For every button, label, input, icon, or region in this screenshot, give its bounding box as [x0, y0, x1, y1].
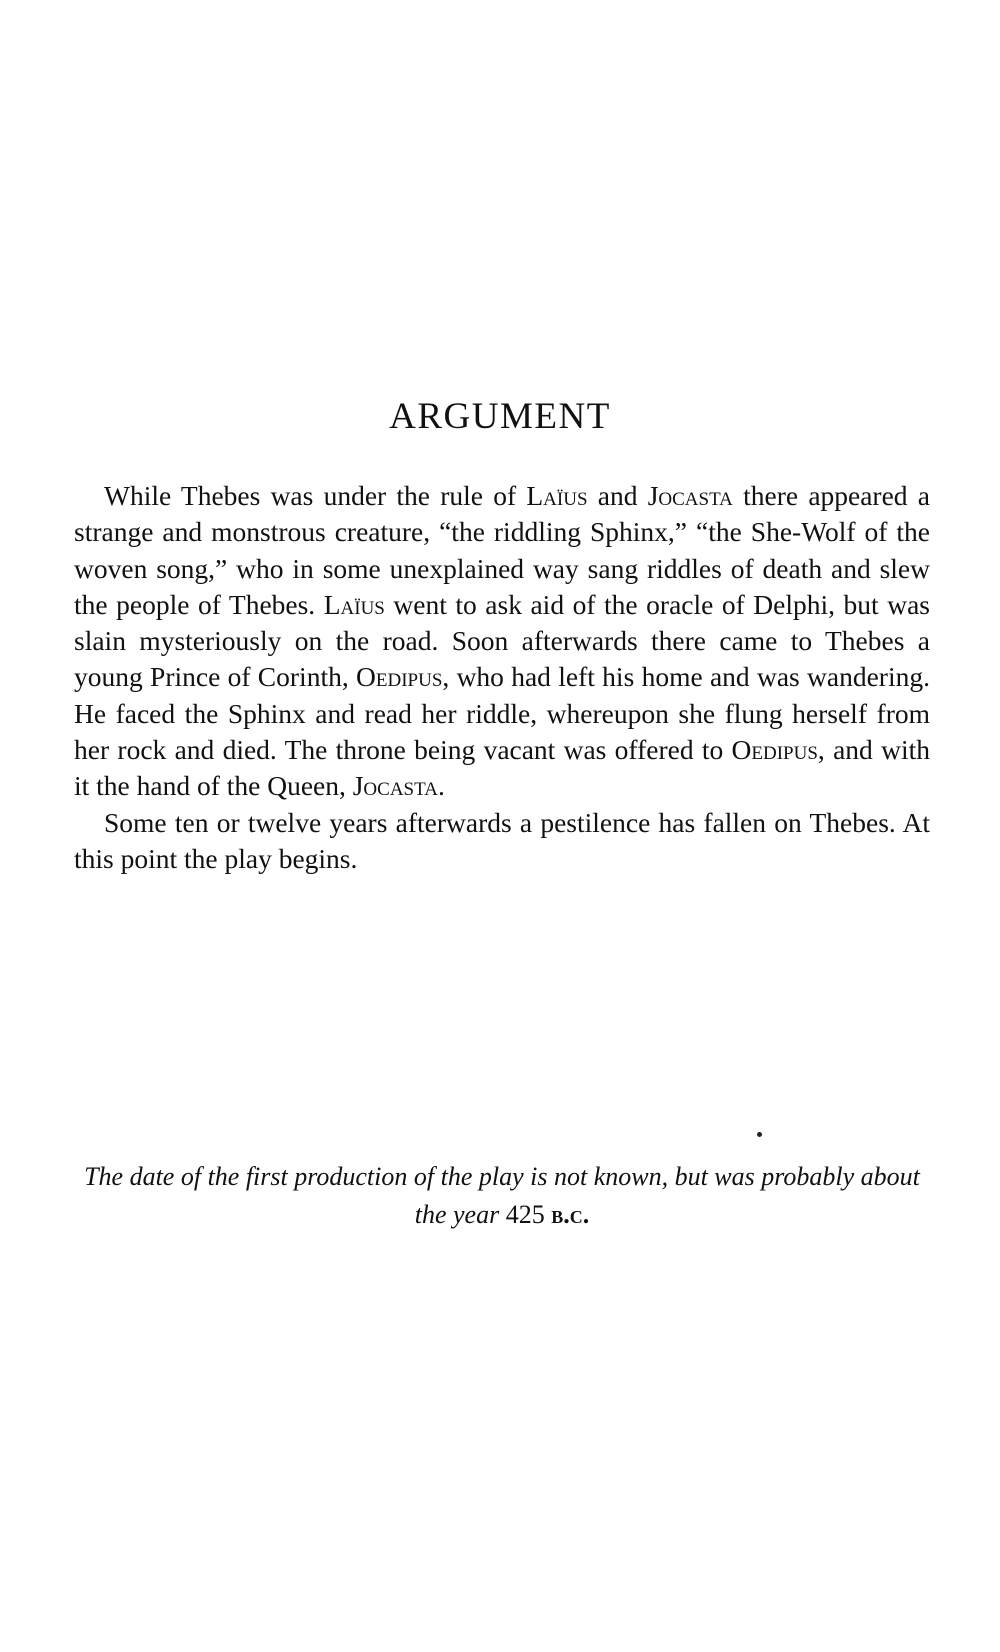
note-era: b.c. [551, 1200, 590, 1229]
text-run: and [587, 480, 648, 511]
character-name-laius: Laïus [323, 588, 385, 620]
argument-paragraph-2: Some ten or twelve years afterwards a pestilence has fallen on Thebes. At this point the play begins. [74, 806, 930, 874]
character-name-jocasta: Jocasta [647, 480, 733, 511]
page-title: ARGUMENT [389, 396, 611, 437]
character-name-laius: Laïus [526, 480, 588, 511]
text-run: there appeared a strange and monstrous creature, “the riddling Sphinx,” “the She-Wolf of the woven song,” who in some unexplained way sang riddles of death and slew the people of Thebes. [74, 480, 930, 620]
character-name-oedipus: Oedipus [356, 661, 443, 693]
note-text: The date of the first production of the play is not known, but was probably about the year [84, 1162, 920, 1229]
production-date-note [74, 1158, 930, 1234]
text-run: went to ask aid of the oracle of Delphi, but was slain mysteriously on the road. Soon afterwards there came to Thebes a young Prince of Corinth, [74, 588, 930, 693]
note-year: 425 [505, 1200, 545, 1229]
argument-body [74, 478, 930, 877]
text-run: While Thebes was under the rule of [104, 480, 527, 511]
text-run: , and with it the hand of the Queen, [74, 734, 930, 802]
character-name-jocasta: Jocasta [352, 770, 438, 802]
argument-paragraph-1 [74, 478, 930, 805]
text-run: , who had left his home and was wandering. He faced the Sphinx and read her riddle, whereupon she flung herself from her rock and died. The throne being vacant was offered to [74, 661, 930, 766]
print-speck [757, 1132, 762, 1137]
character-name-oedipus: Oedipus [731, 734, 818, 766]
text-run: . [437, 770, 445, 802]
